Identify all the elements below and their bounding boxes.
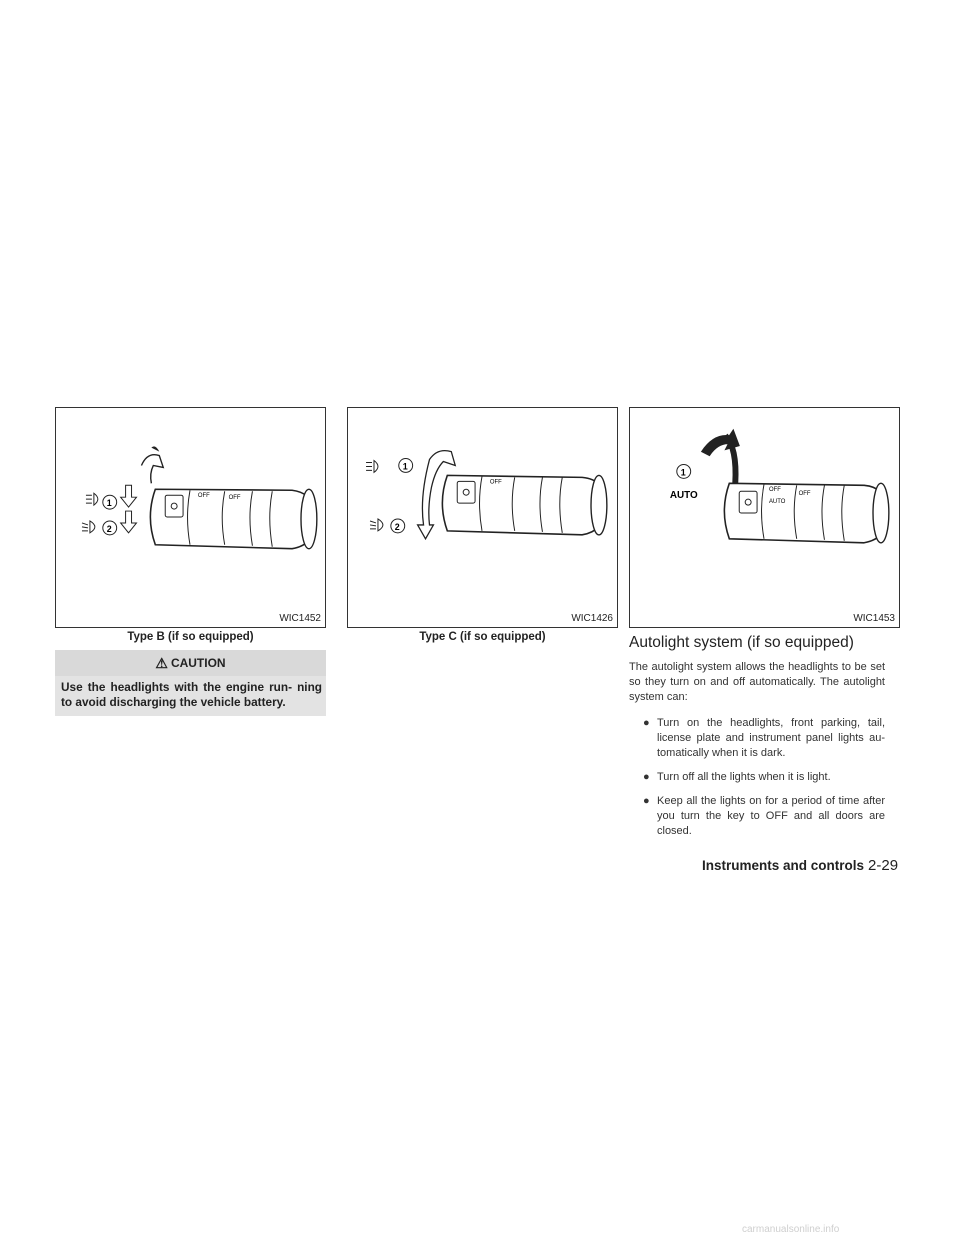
list-item: ● Keep all the lights on for a period of time after you turn the key to OFF and all doors are closed. [643, 795, 885, 837]
figure-type-c [347, 407, 618, 628]
figure-code: WIC1452 [279, 613, 321, 624]
headlight-switch-illustration [56, 408, 325, 627]
svg-text:AUTO: AUTO [768, 499, 786, 506]
caution-text: Use the headlights with the engine run- ning to avoid discharging the vehicle battery. [55, 676, 326, 716]
svg-text:OFF: OFF [768, 487, 781, 494]
watermark: carmanualsonline.info [742, 1224, 840, 1235]
bullet-icon: ● [643, 717, 650, 729]
section-intro: The autolight system allows the headlights to be set so they turn on and off automatically. The autolight system can: [629, 661, 885, 703]
callout-1: 1 [402, 461, 408, 472]
callout-1: 1 [106, 498, 112, 509]
list-item: ● Turn on the headlights, front parking, tail, license plate and instrument panel lights au- tomatically when it is dark. [643, 717, 885, 759]
svg-text:OFF: OFF [228, 495, 241, 502]
caution-box [55, 650, 326, 716]
figure-caption: Type C (if so equipped) [419, 631, 546, 643]
caution-header [55, 650, 326, 676]
bullet-icon: ● [643, 771, 650, 783]
callout-2: 2 [106, 523, 112, 534]
headlight-icon [366, 461, 378, 473]
caution-title: CAUTION [170, 656, 226, 670]
high-beam-icon [370, 519, 383, 531]
auto-label: AUTO [669, 490, 698, 502]
figure-autolight [629, 407, 900, 628]
page-footer [702, 857, 899, 874]
bullet-icon: ● [643, 795, 650, 807]
figure-type-b [55, 407, 326, 628]
figure-code: WIC1453 [853, 613, 895, 624]
headlight-icon [86, 493, 98, 505]
bullet-list [629, 716, 885, 848]
off-label: OFF [197, 493, 210, 500]
figure-caption: Type B (if so equipped) [127, 631, 254, 643]
svg-text:OFF: OFF [489, 479, 502, 486]
list-item: ● Turn off all the lights when it is light. [643, 771, 831, 783]
figure-code: WIC1426 [571, 613, 613, 624]
callout-1: 1 [680, 467, 686, 478]
page-number: 2-29 [868, 857, 899, 874]
callout-2: 2 [394, 521, 400, 532]
high-beam-icon [82, 521, 95, 533]
svg-text:OFF: OFF [798, 491, 811, 498]
warning-icon: ⚠ [155, 654, 168, 671]
section-title: Autolight system (if so equipped) [629, 634, 854, 651]
chapter-title: Instruments and controls [702, 858, 865, 873]
